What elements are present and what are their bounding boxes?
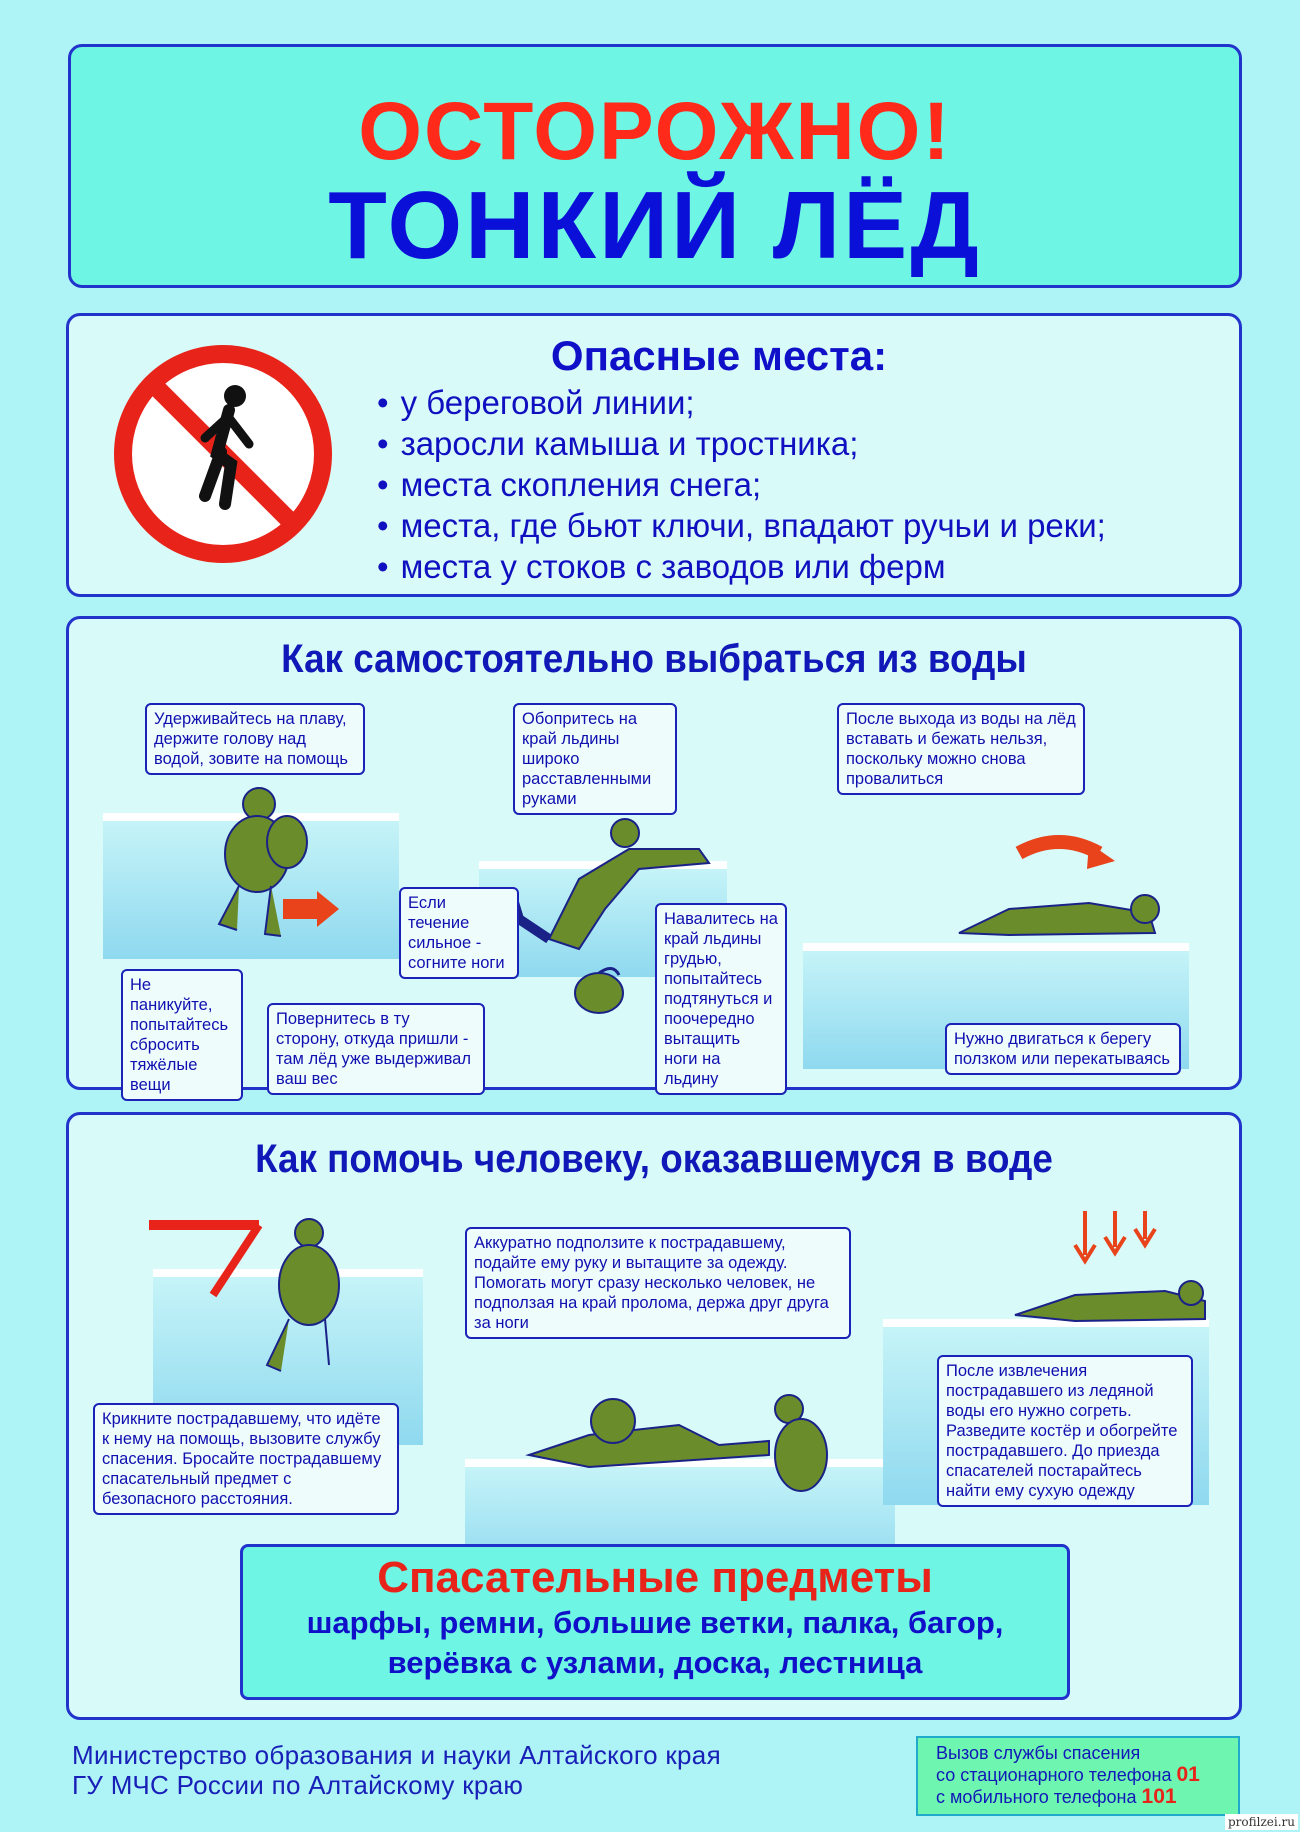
- self-rescue-panel: [66, 616, 1242, 1094]
- no-walking-sign-icon: [113, 344, 333, 564]
- note-lean-on-ice: Обопритесь на край льдины широко расставленными руками: [513, 703, 677, 815]
- scarf-throw-icon: [149, 1215, 409, 1385]
- dangerous-places-list: [377, 382, 1106, 587]
- note-dont-stand: После выхода из воды на лёд вставать и бежать нельзя, поскольку можно снова провалиться: [837, 703, 1085, 795]
- note-climb-out: Навалитесь на край льдины грудью, попытайтесь подтянуться и поочередно вытащить ноги на льдину: [655, 903, 787, 1095]
- bag-icon: [569, 959, 629, 1019]
- rescue-items-heading: Спасательные предметы: [377, 1553, 933, 1602]
- list-item: • места скопления снега;: [377, 464, 1106, 505]
- note-dont-panic: Не паникуйте, попытайтесь сбросить тяжёлые вещи: [121, 969, 243, 1101]
- phone-mobile-number: 101: [1141, 1785, 1177, 1808]
- phone-heading: Вызов службы спасения: [936, 1743, 1141, 1763]
- note-crawl-to-victim: Аккуратно подползите к пострадавшему, подайте ему руку и вытащите за одежду. Помогать могут сразу несколько человек, не подползая на край пролома, держа друг друга за ноги: [465, 1227, 851, 1339]
- title-panel: [68, 44, 1242, 288]
- list-item: • у береговой линии;: [377, 382, 1106, 423]
- footer-org-emergency: ГУ МЧС России по Алтайскому краю: [72, 1770, 524, 1800]
- list-item: • заросли камыша и тростника;: [377, 423, 1106, 464]
- help-others-heading: Как помочь человеку, оказавшемуся в воде: [255, 1137, 1053, 1181]
- footer-organizations: [72, 1740, 721, 1800]
- title-thin-ice: ТОНКИЙ ЛЁД: [328, 172, 982, 279]
- dangerous-places-heading: Опасные места:: [550, 332, 888, 379]
- site-watermark: profilzei.ru: [1225, 1814, 1298, 1830]
- rescue-items-panel: [240, 1544, 1070, 1700]
- phone-mobile-row: [936, 1786, 1220, 1808]
- note-turn-back: Повернитесь в ту сторону, откуда пришли - там лёд уже выдерживал ваш вес: [267, 1003, 485, 1095]
- note-bend-legs: Если течение сильное - согните ноги: [399, 887, 519, 979]
- crawling-person-icon: [949, 839, 1179, 949]
- list-item: • места у стоков с заводов или ферм: [377, 546, 1106, 587]
- phone-landline-row: [936, 1764, 1220, 1786]
- title-warning: ОСТОРОЖНО!: [358, 86, 952, 177]
- rescuer-crawling-icon: [529, 1375, 839, 1505]
- emergency-phone-box: [916, 1736, 1240, 1816]
- footer-org-ministry: Министерство образования и науки Алтайского края: [72, 1740, 721, 1770]
- note-call-help: Крикните пострадавшему, что идёте к нему на помощь, вызовите службу спасения. Бросайте пострадавшему спасательный предмет с безопасного расстояния.: [93, 1403, 399, 1515]
- rescue-items-line2: верёвка с узлами, доска, лестница: [387, 1645, 923, 1680]
- phone-landline-number: 01: [1176, 1763, 1200, 1786]
- self-rescue-heading: Как самостоятельно выбраться из воды: [281, 637, 1027, 681]
- note-warm-victim: После извлечения пострадавшего из ледяной воды его нужно согреть. Разведите костёр и обогрейте пострадавшего. До приезда спасателей постарайтесь найти ему сухую одежду: [937, 1355, 1193, 1507]
- note-stay-afloat: Удерживайтесь на плаву, держите голову над водой, зовите на помощь: [145, 703, 365, 775]
- turn-arrow-icon: [277, 891, 347, 931]
- note-crawl-to-shore: Нужно двигаться к берегу ползком или перекатываясь: [945, 1023, 1181, 1075]
- phone-mobile-label: с мобильного телефона: [936, 1787, 1137, 1807]
- phone-landline-label: со стационарного телефона: [936, 1765, 1172, 1785]
- dangerous-places-panel: [66, 313, 1242, 597]
- rescue-items-line1: шарфы, ремни, большие ветки, палка, багор,: [306, 1605, 1004, 1640]
- list-item: • места, где бьют ключи, впадают ручьи и реки;: [377, 505, 1106, 546]
- lying-person-icon: [1015, 1265, 1215, 1325]
